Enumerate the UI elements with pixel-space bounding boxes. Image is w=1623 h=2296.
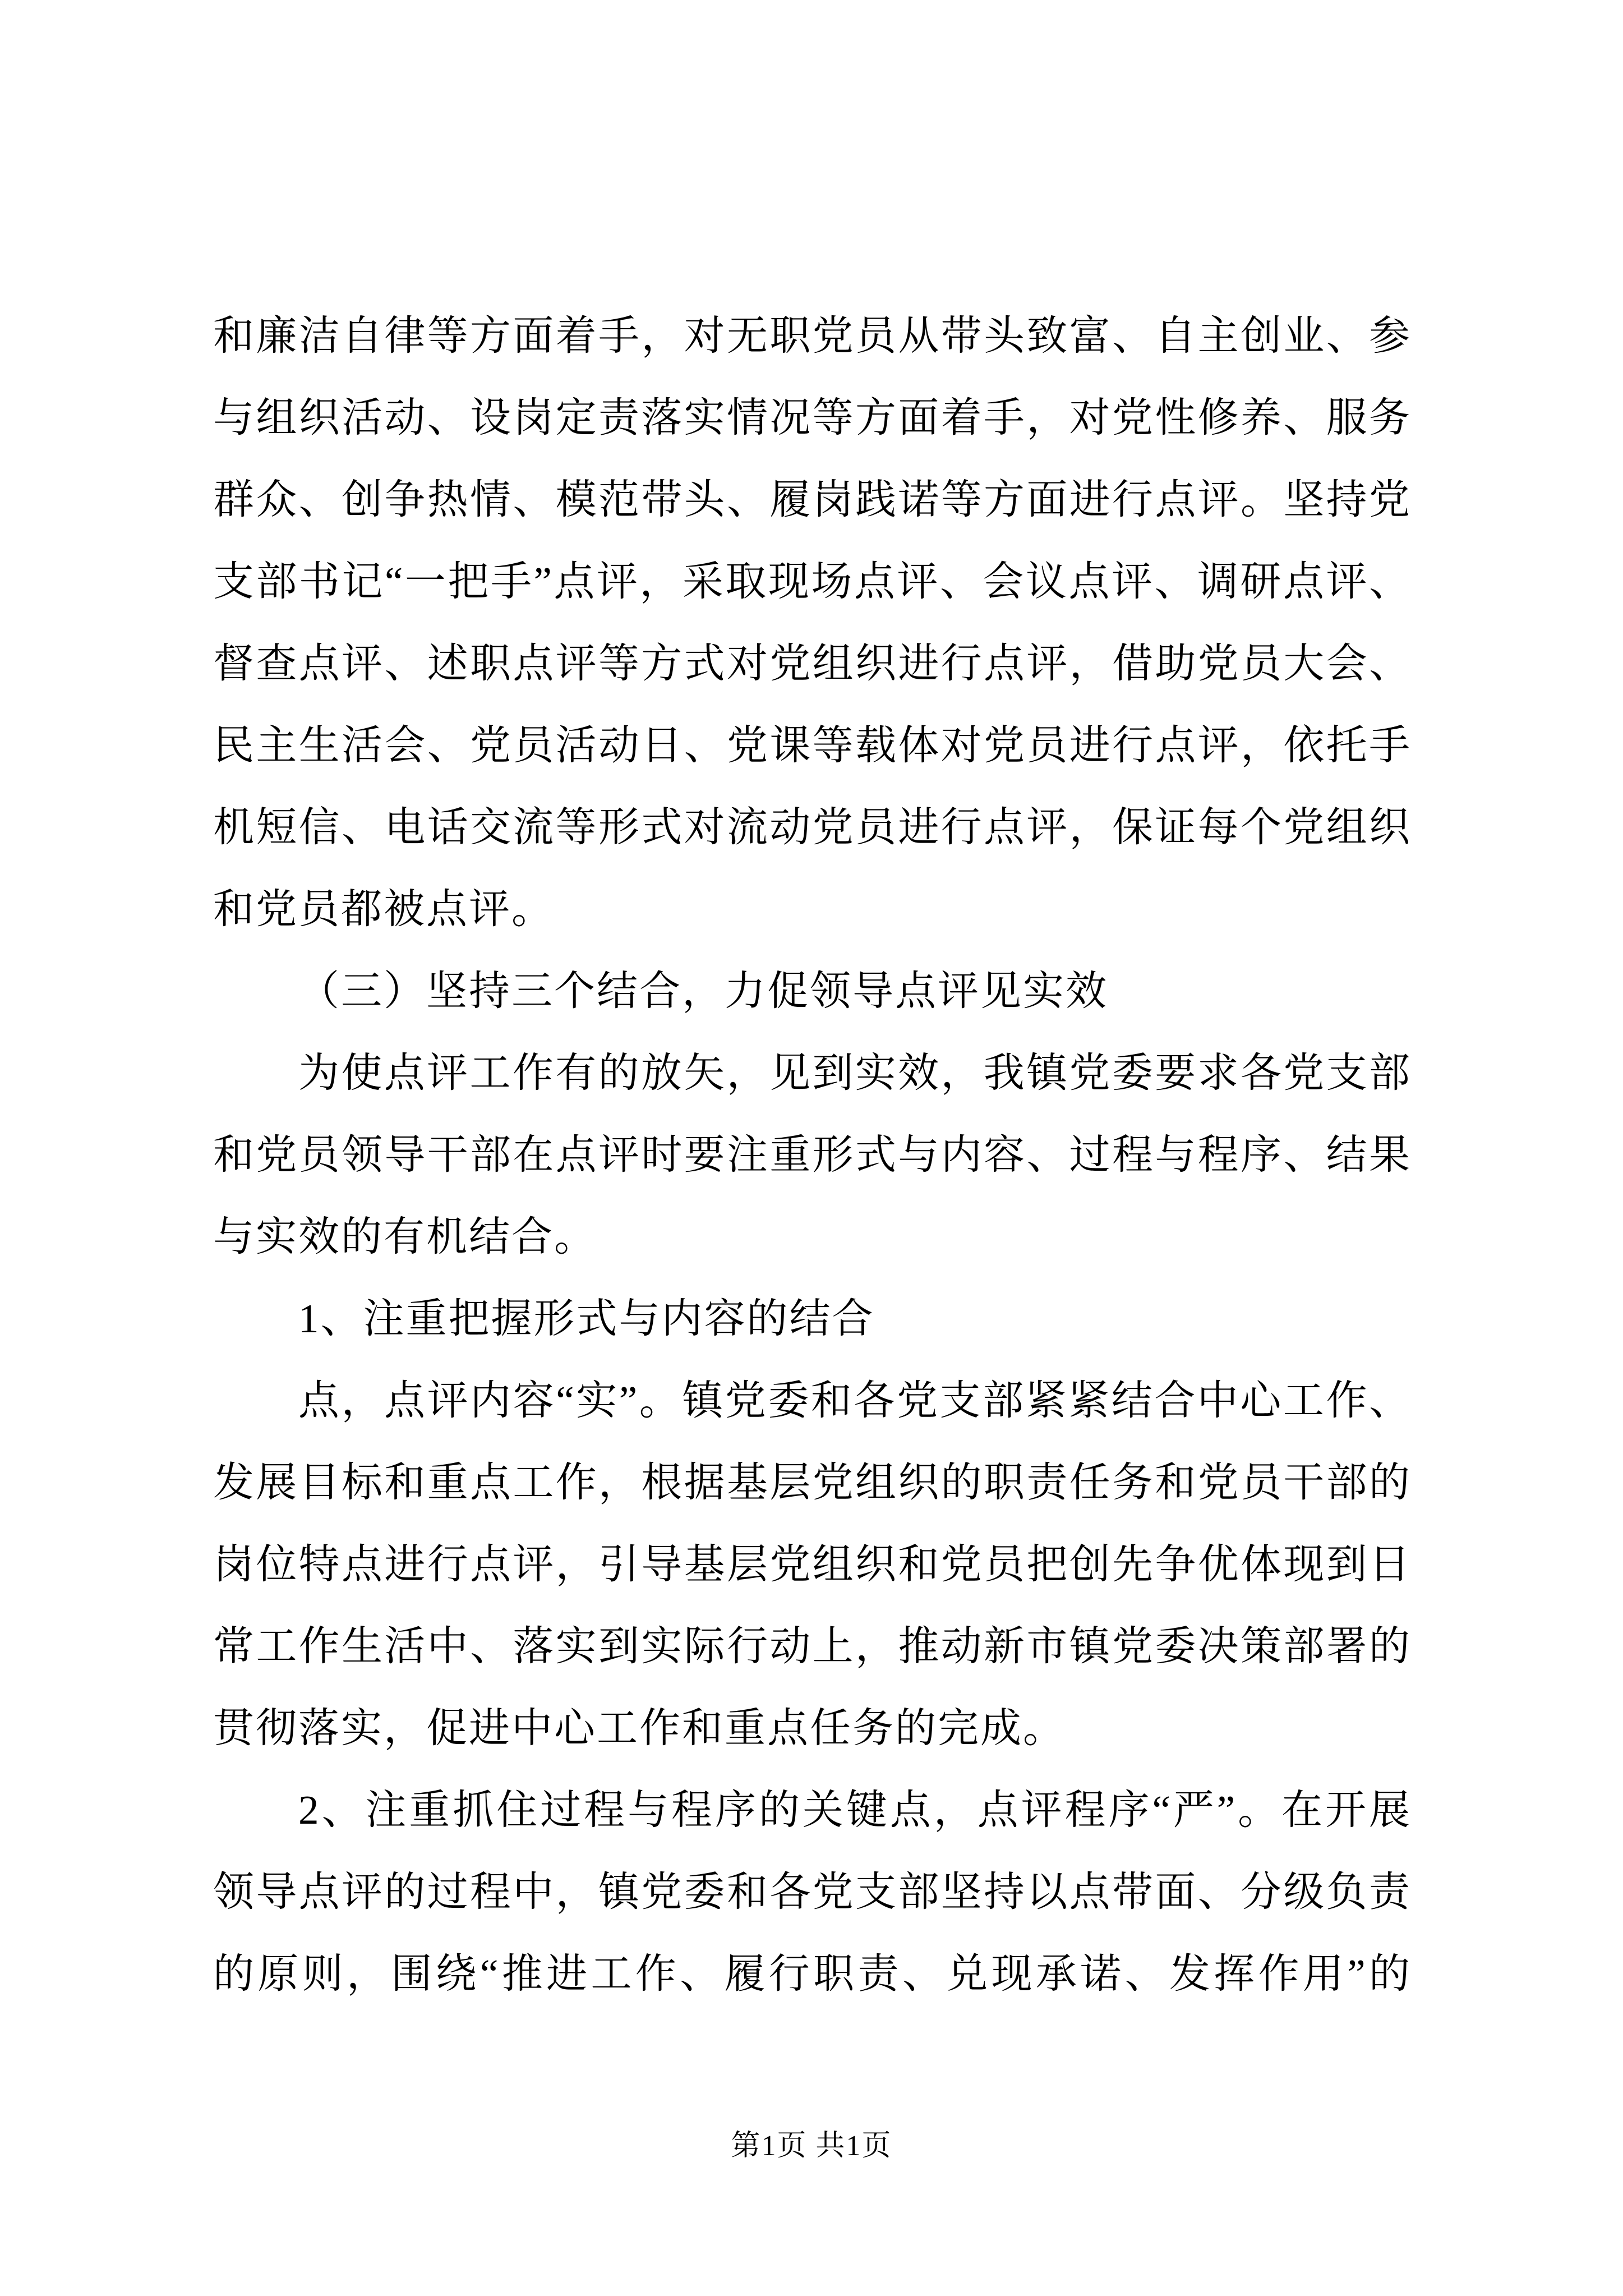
text-line: 督查点评、述职点评等方式对党组织进行点评，借助党员大会、 [213, 641, 1410, 686]
text-line: 点，点评内容“实”。镇党委和各党支部紧紧结合中心工作、 [298, 1378, 1410, 1423]
text-line: 为使点评工作有的放矢，见到实效，我镇党委要求各党支部 [298, 1050, 1410, 1096]
text-line: 领导点评的过程中，镇党委和各党支部坚持以点带面、分级负责 [213, 1869, 1410, 1915]
text-line: 机短信、电话交流等形式对流动党员进行点评，保证每个党组织 [213, 804, 1410, 850]
text-line: 与实效的有机结合。 [213, 1214, 597, 1259]
page-footer: 第1页 共1页 [731, 2130, 892, 2162]
text-line: 民主生活会、党员活动日、党课等载体对党员进行点评，依托手 [213, 723, 1410, 768]
text-line: 的原则，围绕“推进工作、履行职责、兑现承诺、发挥作用”的 [213, 1951, 1410, 1996]
text-line: 与组织活动、设岗定责落实情况等方面着手，对党性修养、服务 [213, 395, 1410, 440]
text-line: 岗位特点进行点评，引导基层党组织和党员把创先争优体现到日 [213, 1542, 1410, 1587]
text-line: 支部书记“一把手”点评，采取现场点评、会议点评、调研点评、 [213, 559, 1410, 604]
text-line: 和党员领导干部在点评时要注重形式与内容、过程与程序、结果 [213, 1132, 1410, 1177]
text-line: 和党员都被点评。 [213, 886, 554, 932]
text-line: 发展目标和重点工作，根据基层党组织的职责任务和党员干部的 [213, 1460, 1410, 1505]
text-line: 和廉洁自律等方面着手，对无职党员从带头致富、自主创业、参 [213, 313, 1410, 358]
document-body [213, 295, 1410, 2015]
list-item-heading: 1、注重把握形式与内容的结合 [298, 1296, 875, 1341]
text-line: 贯彻落实，促进中心工作和重点任务的完成。 [213, 1705, 1066, 1751]
list-item-heading: 2、注重抓住过程与程序的关键点，点评程序“严”。在开展 [298, 1787, 1410, 1833]
section-heading: （三）坚持三个结合，力促领导点评见实效 [298, 968, 1108, 1014]
text-line: 群众、创争热情、模范带头、履岗践诺等方面进行点评。坚持党 [213, 477, 1410, 522]
text-line: 常工作生活中、落实到实际行动上，推动新市镇党委决策部署的 [213, 1623, 1410, 1669]
